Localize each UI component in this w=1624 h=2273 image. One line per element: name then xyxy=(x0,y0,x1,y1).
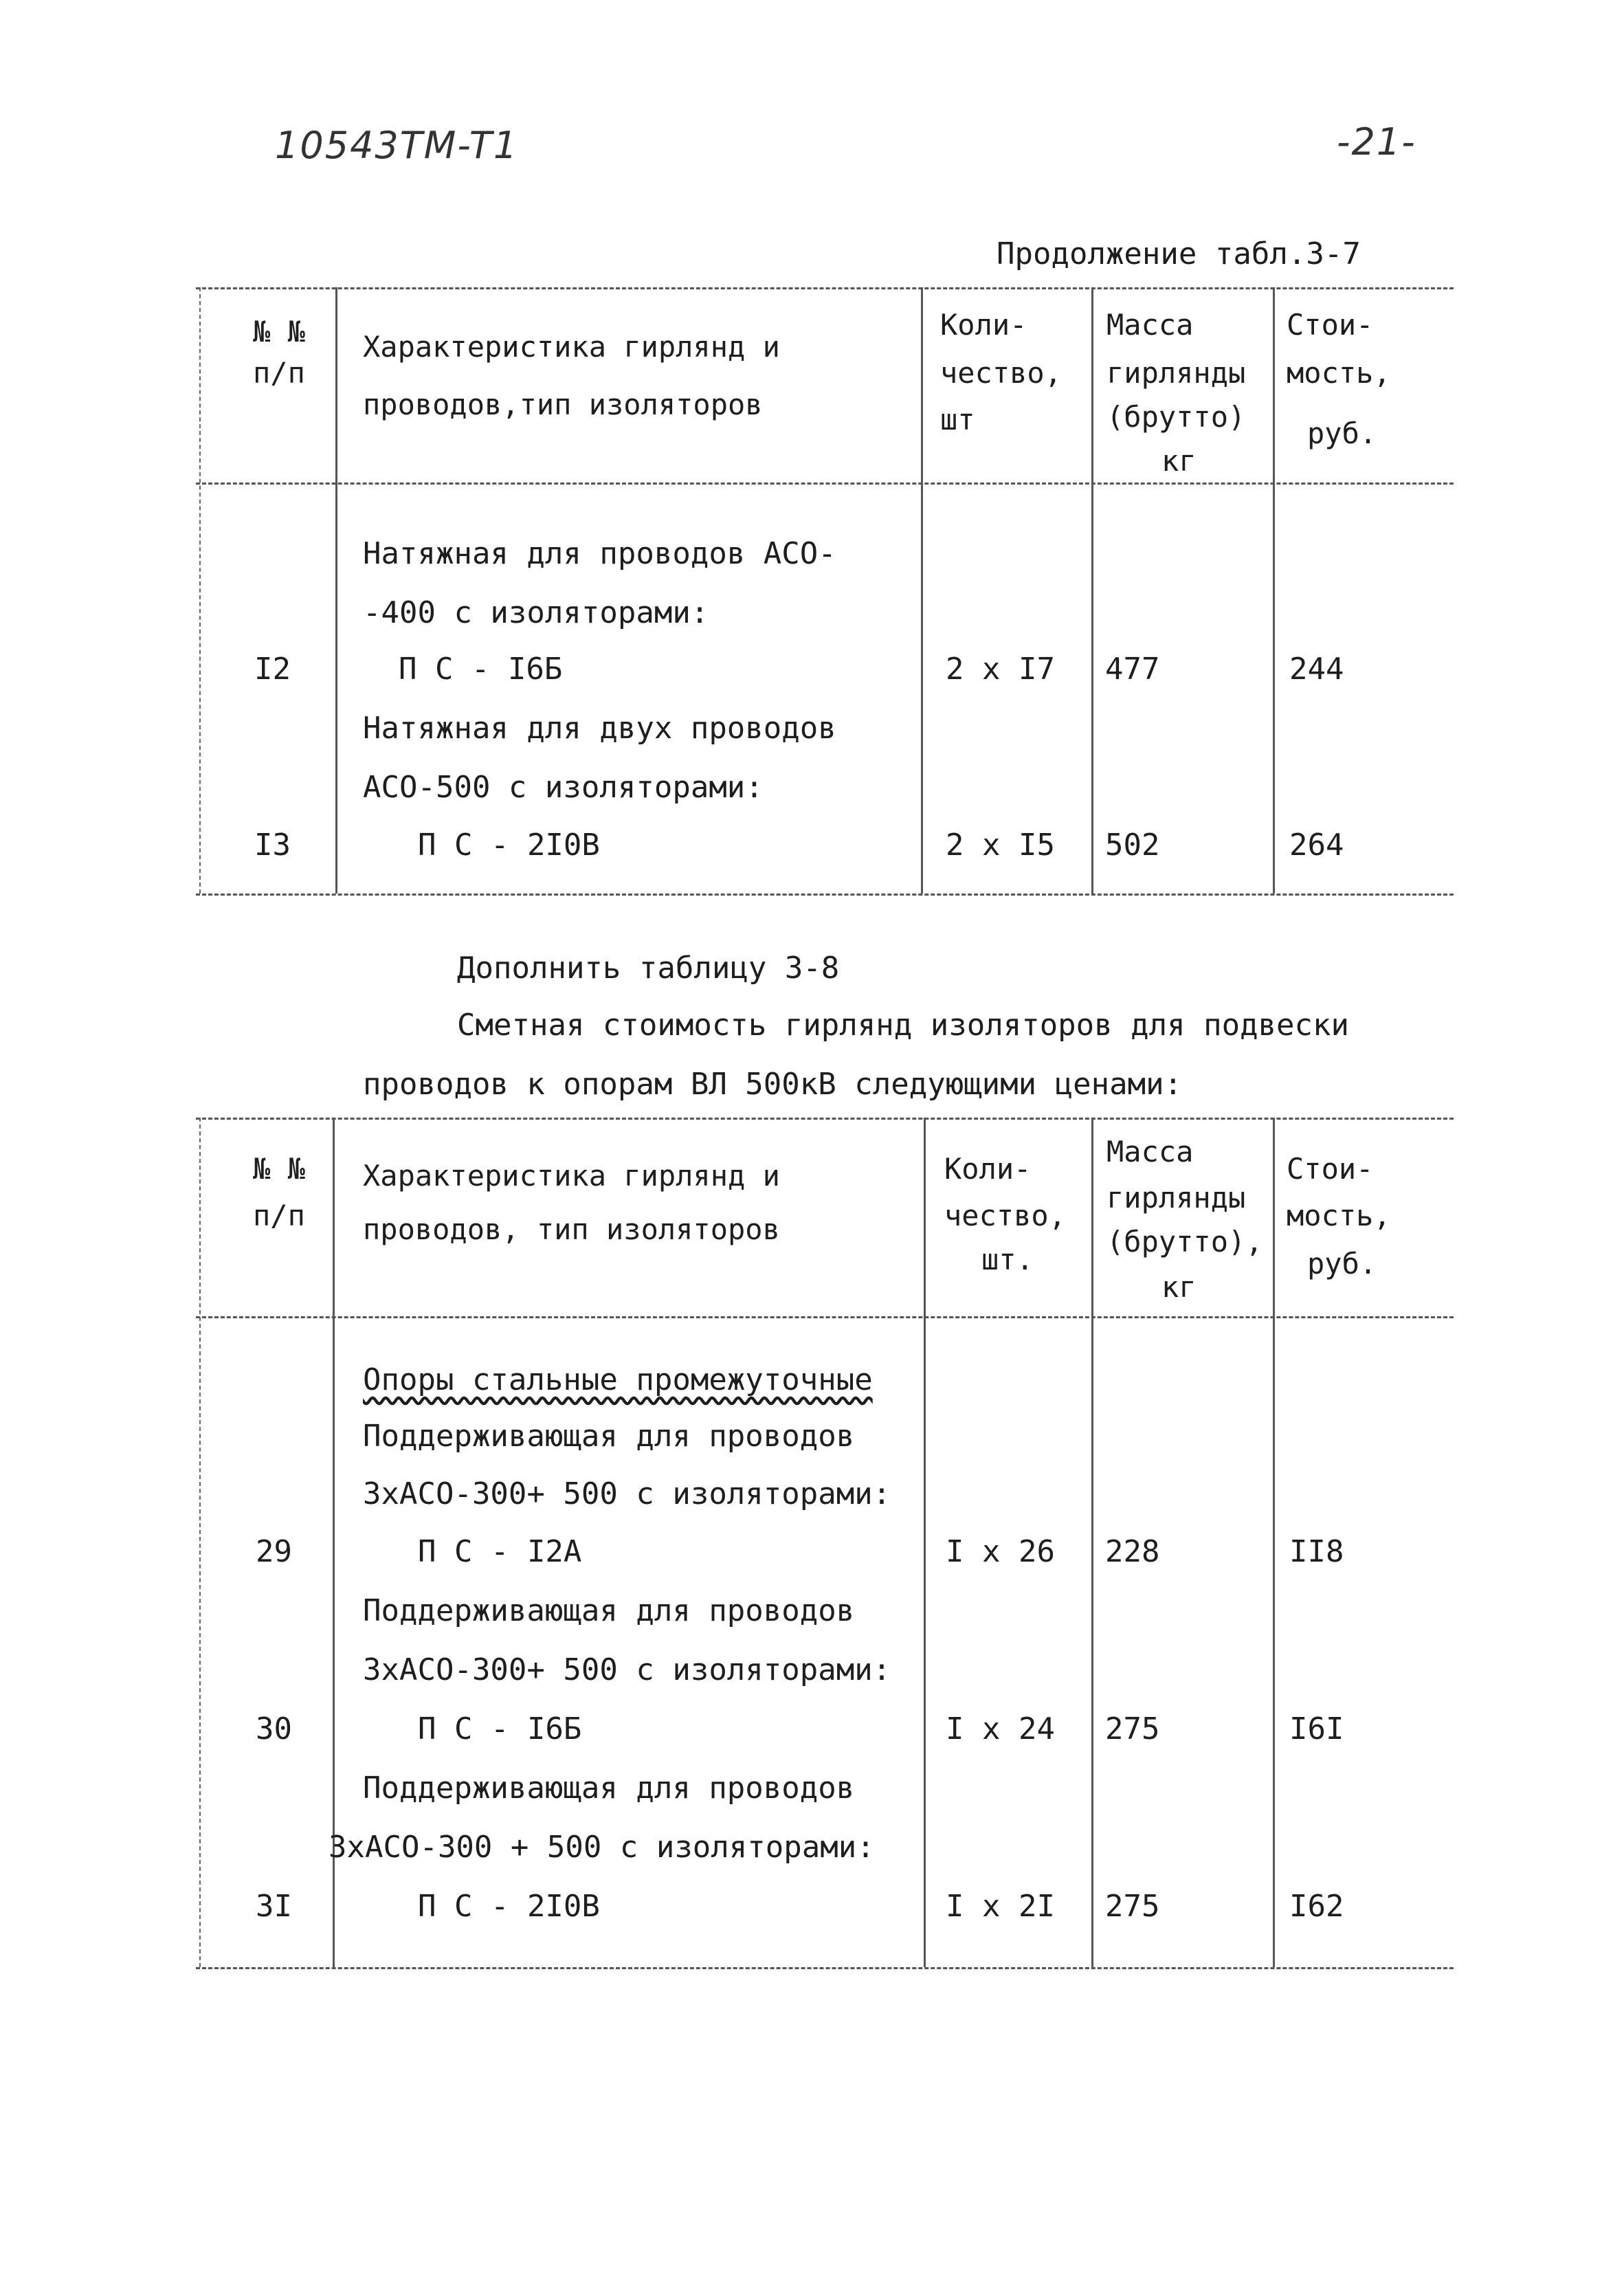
table1-col-divider xyxy=(921,287,923,894)
supplement-description: проводов к опорам ВЛ 500кВ следующими ценами: xyxy=(363,1067,1183,1102)
document-code: 10543TM-T1 xyxy=(275,124,519,167)
row-description: 3хАСО-300+ 500 с изоляторами: xyxy=(363,1652,891,1687)
row-description: 3хАСО-300+ 500 с изоляторами: xyxy=(363,1476,891,1511)
row-cost: 244 xyxy=(1289,652,1344,687)
col-header-desc: Характеристика гирлянд и xyxy=(363,1159,780,1193)
table2-left-border xyxy=(199,1118,201,1967)
row-mass: 502 xyxy=(1105,828,1160,863)
row-description: Поддерживающая для проводов xyxy=(363,1593,855,1628)
row-description: П С - 2I0В xyxy=(418,828,600,863)
row-quantity: 2 х I5 xyxy=(946,828,1055,863)
row-number: 29 xyxy=(256,1534,292,1569)
table2-col-divider xyxy=(924,1118,926,1967)
col-header-qty: шт xyxy=(940,403,975,436)
col-header-desc: Характеристика гирлянд и xyxy=(363,330,780,364)
page-number: -21- xyxy=(1337,120,1416,164)
table1-col-divider xyxy=(1273,287,1275,894)
col-header-cost: мость, xyxy=(1287,1199,1391,1232)
row-cost: II8 xyxy=(1289,1534,1344,1569)
col-header-num: № № xyxy=(253,315,305,348)
row-number: I2 xyxy=(254,652,291,687)
col-header-num: № № xyxy=(253,1152,305,1186)
row-description: П С - I2А xyxy=(418,1534,582,1569)
table1-bottom-rule xyxy=(196,894,1454,896)
row-mass: 228 xyxy=(1105,1534,1160,1569)
row-cost: I6I xyxy=(1289,1711,1344,1747)
col-header-mass: гирлянды xyxy=(1106,356,1246,390)
row-quantity: I х 2I xyxy=(946,1889,1055,1924)
supplement-instruction: Дополнить таблицу 3-8 xyxy=(457,951,840,986)
row-cost: 264 xyxy=(1289,828,1344,863)
row-description: АСО-500 с изоляторами: xyxy=(363,770,764,805)
col-header-cost: Стои- xyxy=(1287,1152,1374,1186)
row-number: I3 xyxy=(254,828,291,863)
row-quantity: I х 26 xyxy=(946,1534,1055,1569)
col-header-mass: Масса xyxy=(1106,308,1194,342)
col-header-mass: (брутто) xyxy=(1106,400,1246,434)
table2-bottom-rule xyxy=(196,1967,1454,1969)
col-header-cost: руб. xyxy=(1307,417,1377,450)
col-header-qty: чество, xyxy=(944,1199,1067,1232)
row-mass: 477 xyxy=(1105,652,1160,687)
row-description: 3хАСО-300 + 500 с изоляторами: xyxy=(329,1830,875,1865)
col-header-desc: проводов,тип изоляторов xyxy=(363,388,763,421)
col-header-num: п/п xyxy=(253,1199,305,1232)
row-description: Натяжная для проводов АСО- xyxy=(363,536,836,571)
col-header-mass: (брутто), xyxy=(1106,1225,1263,1259)
row-quantity: I х 24 xyxy=(946,1711,1055,1747)
table2-col-divider xyxy=(1091,1118,1093,1967)
table1-col-divider xyxy=(335,287,337,894)
row-number: 3I xyxy=(256,1889,292,1924)
row-mass: 275 xyxy=(1105,1711,1160,1747)
col-header-qty: чество, xyxy=(940,356,1063,390)
col-header-cost: мость, xyxy=(1287,356,1391,390)
col-header-mass: гирлянды xyxy=(1106,1181,1246,1215)
col-header-mass: кг xyxy=(1161,1270,1197,1304)
table1-left-border xyxy=(199,287,201,894)
row-description: Натяжная для двух проводов xyxy=(363,711,836,746)
col-header-qty: шт. xyxy=(981,1243,1034,1276)
section-title: Опоры стальные промежуточные xyxy=(363,1362,873,1397)
col-header-qty: Коли- xyxy=(944,1152,1032,1186)
row-quantity: 2 х I7 xyxy=(946,652,1055,687)
col-header-desc: проводов, тип изоляторов xyxy=(363,1212,780,1246)
continuation-label: Продолжение табл.3-7 xyxy=(997,236,1361,271)
col-header-mass: кг xyxy=(1161,444,1197,478)
row-cost: I62 xyxy=(1289,1889,1344,1924)
row-description: П С - 2I0В xyxy=(418,1889,600,1924)
table2-col-divider xyxy=(1273,1118,1275,1967)
row-mass: 275 xyxy=(1105,1889,1160,1924)
table1-top-rule xyxy=(196,287,1454,289)
col-header-qty: Коли- xyxy=(940,308,1027,342)
col-header-cost: руб. xyxy=(1307,1247,1377,1280)
col-header-cost: Стои- xyxy=(1287,308,1374,342)
col-header-mass: Масса xyxy=(1106,1135,1194,1168)
table2-top-rule xyxy=(196,1118,1454,1120)
table2-header-rule xyxy=(196,1316,1454,1318)
supplement-description: Сметная стоимость гирлянд изоляторов для подвески xyxy=(457,1008,1350,1043)
row-description: П С - I6Б xyxy=(399,652,563,687)
row-description: П С - I6Б xyxy=(418,1711,582,1747)
row-description: Поддерживающая для проводов xyxy=(363,1771,855,1806)
table1-header-rule xyxy=(196,483,1454,485)
table1-col-divider xyxy=(1091,287,1093,894)
row-number: 30 xyxy=(256,1711,292,1747)
col-header-num: п/п xyxy=(253,356,305,390)
row-description: Поддерживающая для проводов xyxy=(363,1419,855,1454)
row-description: -400 с изоляторами: xyxy=(363,595,709,630)
